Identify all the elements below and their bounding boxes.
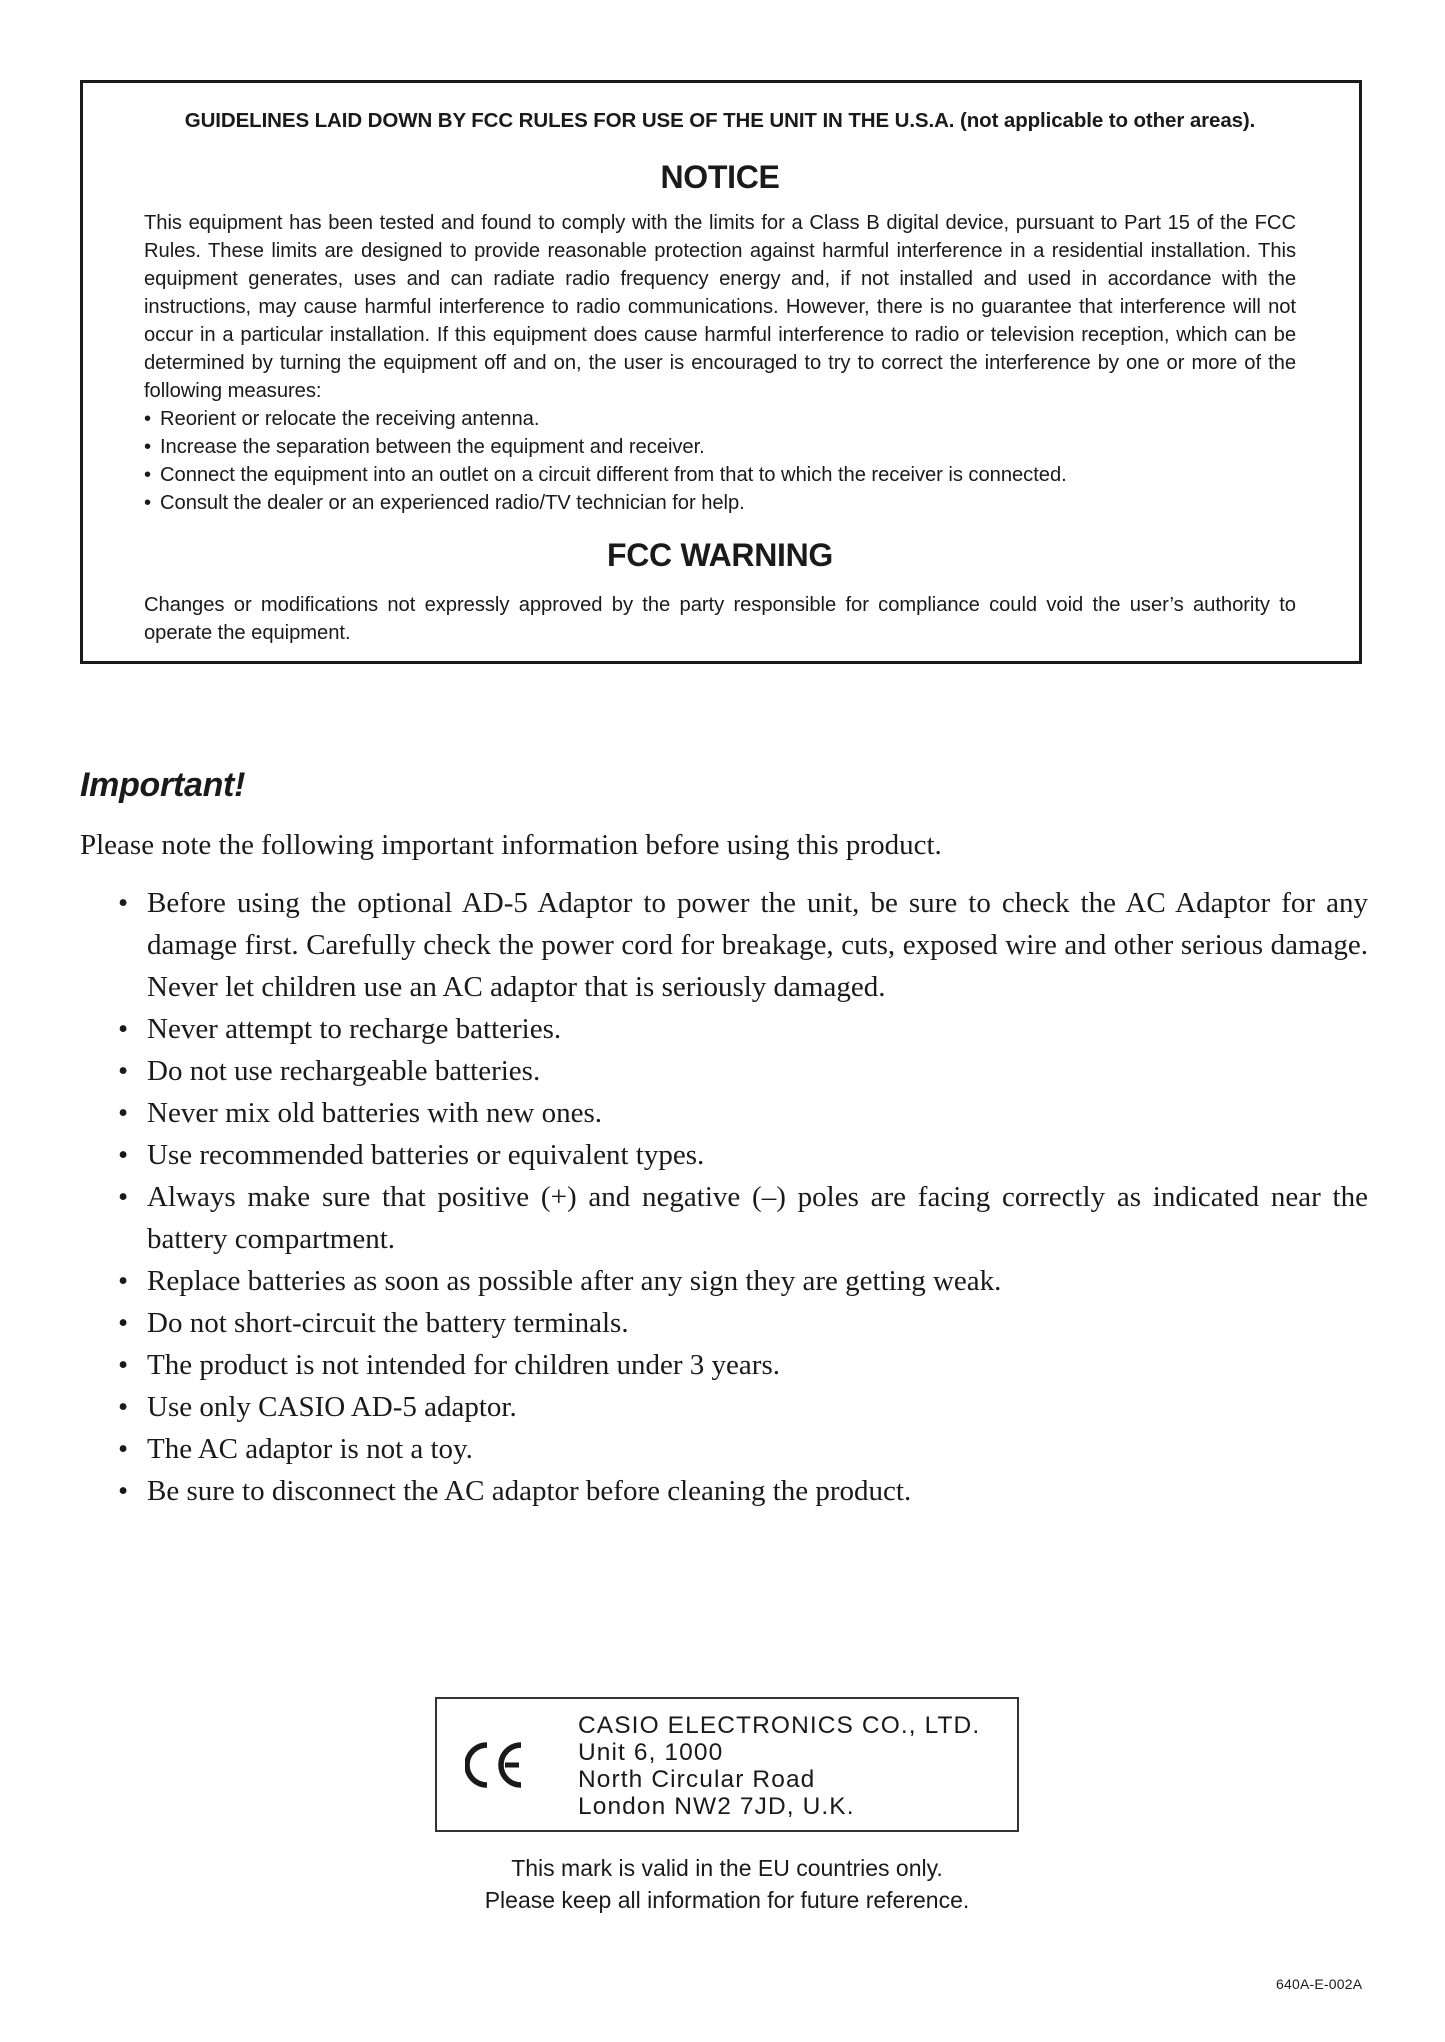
important-item: • Be sure to disconnect the AC adaptor before cleaning the product. [118, 1470, 1368, 1512]
address-line: North Circular Road [578, 1766, 816, 1793]
important-item: • Never mix old batteries with new ones. [118, 1092, 1368, 1134]
notice-measure: • Consult the dealer or an experienced radio/TV technician for help. [144, 489, 1296, 517]
fcc-warning-paragraph: Changes or modifications not expressly approved by the party responsible for compliance could void the user’s authority to operate the equipment. [144, 594, 1296, 644]
important-item: • Always make sure that positive (+) and negative (–) poles are facing correctly as indicated near the battery compartment. [118, 1176, 1368, 1260]
important-intro: Please note the following important information before using this product. [80, 829, 942, 861]
fcc-guidelines-heading: GUIDELINES LAID DOWN BY FCC RULES FOR USE OF THE UNIT IN THE U.S.A. (not applicable to other areas). [184, 109, 1256, 132]
bullet-icon: • [118, 1433, 129, 1465]
bullet-icon: • [118, 1181, 129, 1213]
fcc-guidelines-box [80, 80, 1362, 664]
bullet-icon: • [118, 1349, 129, 1381]
important-item: • Do not short-circuit the battery terminals. [118, 1302, 1368, 1344]
important-item: • Before using the optional AD-5 Adaptor to power the unit, be sure to check the AC Adaptor for any damage first. Carefully check the power cord for breakage, cuts, exposed wire and other serious damage. Never let children use an AC adaptor that is seriously damaged. [118, 882, 1368, 1008]
bullet-icon: • [118, 1475, 129, 1507]
address-line: Unit 6, 1000 [578, 1739, 724, 1766]
bullet-icon: • [118, 1097, 129, 1129]
important-item: • Use recommended batteries or equivalent types. [118, 1134, 1368, 1176]
bullet-icon: • [144, 492, 152, 514]
important-heading: Important! [80, 766, 246, 804]
bullet-icon: • [118, 1139, 129, 1171]
notice-measure: • Reorient or relocate the receiving antenna. [144, 405, 1296, 433]
ce-address-box [435, 1697, 1019, 1832]
important-item: • Replace batteries as soon as possible after any sign they are getting weak. [118, 1260, 1368, 1302]
eu-only-caption: This mark is valid in the EU countries only. [511, 1855, 943, 1881]
important-list [118, 882, 1368, 1512]
important-item: • Do not use rechargeable batteries. [118, 1050, 1368, 1092]
fcc-warning-heading: FCC WARNING [606, 537, 833, 573]
notice-body [144, 209, 1296, 517]
bullet-icon: • [144, 436, 152, 458]
bullet-icon: • [118, 1391, 129, 1423]
bullet-icon: • [118, 887, 129, 919]
bullet-icon: • [144, 408, 152, 430]
address-line: London NW2 7JD, U.K. [578, 1793, 855, 1820]
important-item: • Use only CASIO AD-5 adaptor. [118, 1386, 1368, 1428]
fcc-warning-body [144, 591, 1296, 647]
bullet-icon: • [144, 464, 152, 486]
important-item: • Never attempt to recharge batteries. [118, 1008, 1368, 1050]
document-code: 640A-E-002A [1276, 1976, 1363, 1992]
keep-info-caption: Please keep all information for future reference. [484, 1887, 970, 1913]
important-item: • The AC adaptor is not a toy. [118, 1428, 1368, 1470]
notice-measure: • Connect the equipment into an outlet on a circuit different from that to which the receiver is connected. [144, 461, 1296, 489]
notice-heading: NOTICE [660, 159, 780, 195]
ce-mark-icon [465, 1741, 525, 1789]
bullet-icon: • [118, 1013, 129, 1045]
bullet-icon: • [118, 1307, 129, 1339]
bullet-icon: • [118, 1055, 129, 1087]
ce-address [578, 1712, 980, 1820]
address-company: CASIO ELECTRONICS CO., LTD. [578, 1712, 981, 1739]
notice-paragraph: This equipment has been tested and found to comply with the limits for a Class B digital device, pursuant to Part 15 of the FCC Rules. These limits are designed to provide reasonable protection against harmful interference in a residential installation. This equipment generates, uses and can radiate radio frequency energy and, if not installed and used in accordance with the instructions, may cause harmful interference to radio communications. However, there is no guarantee that interference will not occur in a particular installation. If this equipment does cause harmful interference to radio or television reception, which can be determined by turning the equipment off and on, the user is encouraged to try to correct the interference by one or more of the following measures: [144, 212, 1296, 402]
important-item: • The product is not intended for children under 3 years. [118, 1344, 1368, 1386]
bullet-icon: • [118, 1265, 129, 1297]
notice-measure: • Increase the separation between the equipment and receiver. [144, 433, 1296, 461]
